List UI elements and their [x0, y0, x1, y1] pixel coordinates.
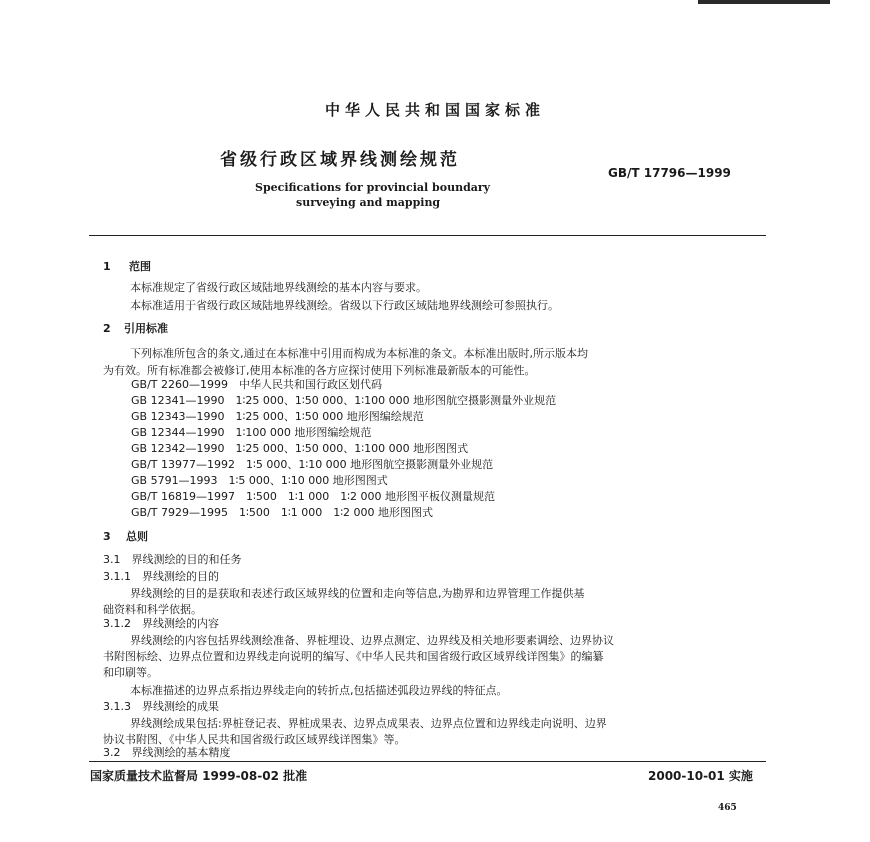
reference-standard-item: GB 12341—1990 1∶25 000、1∶50 000、1∶100 000 地形图航空摄影测量外业规范 — [131, 394, 557, 407]
paragraph: 界线测绘的内容包括界线测绘准备、界桩埋设、边界点测定、边界线及相关地形要素调绘、边界协议 — [130, 634, 614, 647]
approval-date: 国家质量技术监督局 1999-08-02 批准 — [90, 769, 308, 783]
reference-standard-item: GB/T 7929—1995 1∶500 1∶1 000 1∶2 000 地形图图式 — [131, 506, 434, 519]
english-title-line1: Specifications for provincial boundary — [255, 181, 491, 194]
reference-standard-item: GB 5791—1993 1∶5 000、1∶10 000 地形图图式 — [131, 474, 388, 487]
paragraph: 和印刷等。 — [103, 666, 158, 679]
section-2-intro: 为有效。所有标准都会被修订,使用本标准的各方应探讨使用下列标准最新版本的可能性。 — [103, 364, 536, 377]
standard-title: 省级行政区域界线测绘规范 — [220, 150, 460, 170]
footer-divider — [89, 761, 766, 762]
national-standard-heading: 中华人民共和国国家标准 — [324, 101, 545, 119]
section-1-paragraph: 本标准规定了省级行政区域陆地界线测绘的基本内容与要求。 — [130, 281, 427, 294]
reference-standard-item: GB/T 13977—1992 1∶5 000、1∶10 000 地形图航空摄影测量外业规范 — [131, 458, 494, 471]
subsection-heading: 3.2 界线测绘的基本精度 — [103, 746, 231, 759]
reference-standard-item: GB 12344—1990 1∶100 000 地形图编绘规范 — [131, 426, 372, 439]
header-divider — [89, 235, 766, 236]
section-2-number: 2 — [103, 322, 111, 335]
subsection-heading: 3.1.2 界线测绘的内容 — [103, 617, 219, 630]
english-title-line2: surveying and mapping — [296, 196, 441, 209]
paragraph: 本标准描述的边界点系指边界线走向的转折点,包括描述弧段边界线的特征点。 — [130, 684, 508, 697]
paragraph: 界线测绘成果包括:界桩登记表、界桩成果表、边界点成果表、边界点位置和边界线走向说明、边界 — [130, 717, 607, 730]
subsection-heading: 3.1.3 界线测绘的成果 — [103, 700, 219, 713]
section-1-paragraph: 本标准适用于省级行政区域陆地界线测绘。省级以下行政区域陆地界线测绘可参照执行。 — [130, 299, 559, 312]
section-1-number: 1 — [103, 260, 111, 273]
page-number: 465 — [718, 803, 737, 813]
paragraph: 界线测绘的目的是获取和表述行政区域界线的位置和走向等信息,为勘界和边界管理工作提供基 — [130, 587, 585, 600]
reference-standard-item: GB/T 16819—1997 1∶500 1∶1 000 1∶2 000 地形图平板仪测量规范 — [131, 490, 496, 503]
subsection-heading: 3.1.1 界线测绘的目的 — [103, 570, 219, 583]
scan-corner-mark — [698, 0, 830, 4]
subsection-heading: 3.1 界线测绘的目的和任务 — [103, 553, 242, 566]
section-3-number: 3 — [103, 530, 111, 543]
paragraph: 协议书附图、《中华人民共和国省级行政区域界线详图集》等。 — [103, 733, 406, 746]
section-2-title: 引用标准 — [124, 322, 168, 335]
standard-code: GB/T 17796—1999 — [608, 166, 731, 180]
section-1-title: 范围 — [129, 260, 151, 273]
implementation-date: 2000-10-01 实施 — [648, 769, 753, 783]
reference-standard-item: GB/T 2260—1999 中华人民共和国行政区划代码 — [131, 378, 382, 391]
reference-standard-item: GB 12343—1990 1∶25 000、1∶50 000 地形图编绘规范 — [131, 410, 424, 423]
paragraph: 书附图标绘、边界点位置和边界线走向说明的编写、《中华人民共和国省级行政区域界线详图集》的编纂 — [103, 650, 604, 663]
reference-standard-item: GB 12342—1990 1∶25 000、1∶50 000、1∶100 000 地形图图式 — [131, 442, 469, 455]
section-3-title: 总则 — [126, 530, 148, 543]
paragraph: 础资料和科学依据。 — [103, 603, 202, 616]
section-2-intro: 下列标准所包含的条文,通过在本标准中引用而构成为本标准的条文。本标准出版时,所示版本均 — [130, 347, 588, 360]
